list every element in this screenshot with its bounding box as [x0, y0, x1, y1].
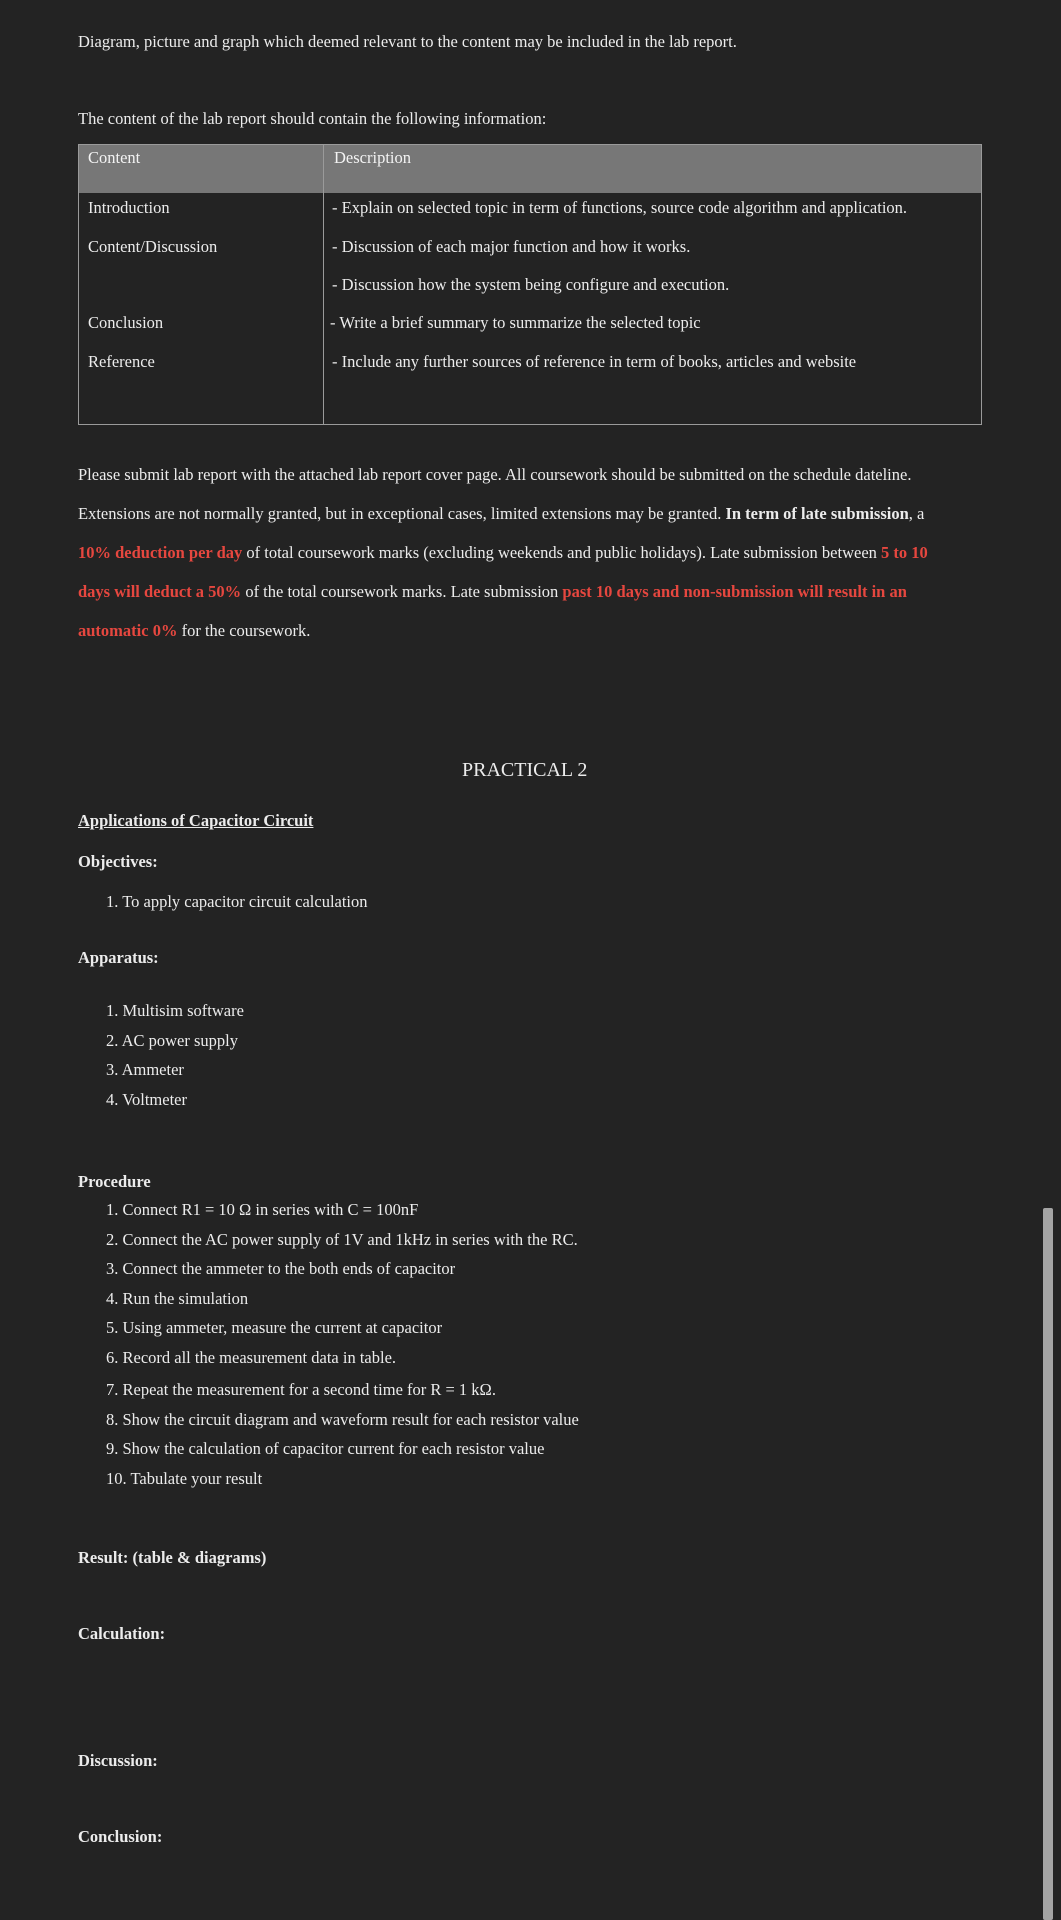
table-header-description: Description: [334, 148, 411, 167]
deduction-highlight: 10% deduction per day: [78, 543, 243, 562]
discussion-heading: Discussion:: [78, 1751, 158, 1770]
procedure-heading: Procedure: [78, 1172, 151, 1191]
table-intro: The content of the lab report should contain the following information:: [78, 109, 547, 128]
submission-text: , a: [908, 504, 925, 523]
submission-text: of the total coursework marks. Late submission: [245, 582, 559, 601]
automatic-zero-highlight: automatic 0%: [78, 621, 178, 640]
objective-item: 1. To apply capacitor circuit calculation: [106, 892, 368, 911]
submission-text: for the coursework.: [181, 621, 311, 640]
non-submission-highlight: past 10 days and non-submission will result in an: [562, 582, 907, 601]
table-cell-description: - Explain on selected topic in term of functions, source code algorithm and application.: [332, 198, 908, 217]
conclusion-heading: Conclusion:: [78, 1827, 163, 1846]
procedure-step: 2. Connect the AC power supply of 1V and 1kHz in series with the RC.: [106, 1230, 578, 1249]
submission-line: [78, 494, 983, 533]
deduct-50-highlight: days will deduct a 50%: [78, 582, 242, 601]
apparatus-item: 2. AC power supply: [106, 1031, 238, 1050]
submission-text: of total coursework marks (excluding weekends and public holidays). Late submission between: [246, 543, 877, 562]
procedure-step: 5. Using ammeter, measure the current at capacitor: [106, 1318, 443, 1337]
table-cell-content: Conclusion: [88, 313, 164, 332]
procedure-step: 8. Show the circuit diagram and waveform result for each resistor value: [106, 1410, 579, 1429]
procedure-step: 3. Connect the ammeter to the both ends of capacitor: [106, 1259, 456, 1278]
result-heading: Result: (table & diagrams): [78, 1548, 267, 1567]
procedure-step: 1. Connect R1 = 10 Ω in series with C = 100nF: [106, 1200, 419, 1219]
apparatus-item: 3. Ammeter: [106, 1060, 184, 1079]
subject-title: Applications of Capacitor Circuit: [78, 811, 314, 830]
table-cell-description: - Include any further sources of reference in term of books, articles and website: [332, 352, 857, 371]
apparatus-item: 1. Multisim software: [106, 1001, 244, 1020]
procedure-step: 4. Run the simulation: [106, 1289, 249, 1308]
procedure-step: 9. Show the calculation of capacitor current for each resistor value: [106, 1439, 545, 1458]
procedure-step: 7. Repeat the measurement for a second time for R = 1 kΩ.: [106, 1380, 496, 1399]
procedure-step: 10. Tabulate your result: [106, 1469, 263, 1488]
calculation-heading: Calculation:: [78, 1624, 166, 1643]
submission-text: Please submit lab report with the attached lab report cover page. All coursework should be submitted on the schedule dateline.: [78, 465, 912, 484]
apparatus-item: 4. Voltmeter: [106, 1090, 187, 1109]
apparatus-heading: Apparatus:: [78, 948, 159, 967]
intro-line: Diagram, picture and graph which deemed relevant to the content may be included in the lab report.: [78, 32, 737, 51]
submission-line: [78, 455, 983, 494]
table-cell-description: - Write a brief summary to summarize the selected topic: [330, 313, 701, 332]
vertical-scrollbar-thumb[interactable]: [1043, 1208, 1053, 1920]
submission-line: [78, 611, 983, 650]
submission-line: [78, 533, 983, 572]
procedure-step: 6. Record all the measurement data in table.: [106, 1348, 397, 1367]
table-cell-description: - Discussion of each major function and how it works.: [332, 237, 691, 256]
table-cell-content: Reference: [88, 352, 155, 371]
days-range-highlight: 5 to 10: [881, 543, 928, 562]
table-cell-content: Content/Discussion: [88, 237, 218, 256]
submission-paragraph: [78, 455, 983, 650]
lab-report-content-table: [78, 144, 982, 425]
table-header-content: Content: [88, 148, 141, 167]
table-column-divider: [323, 145, 324, 424]
table-cell-content: Introduction: [88, 198, 170, 217]
submission-line: [78, 572, 983, 611]
practical-title: PRACTICAL 2: [462, 759, 588, 781]
late-submission-emphasis: In term of late submission: [725, 504, 909, 523]
submission-text: Extensions are not normally granted, but in exceptional cases, limited extensions may be granted.: [78, 504, 722, 523]
table-header-row: [79, 145, 981, 193]
table-cell-description: - Discussion how the system being configure and execution.: [332, 275, 730, 294]
objectives-heading: Objectives:: [78, 852, 158, 871]
